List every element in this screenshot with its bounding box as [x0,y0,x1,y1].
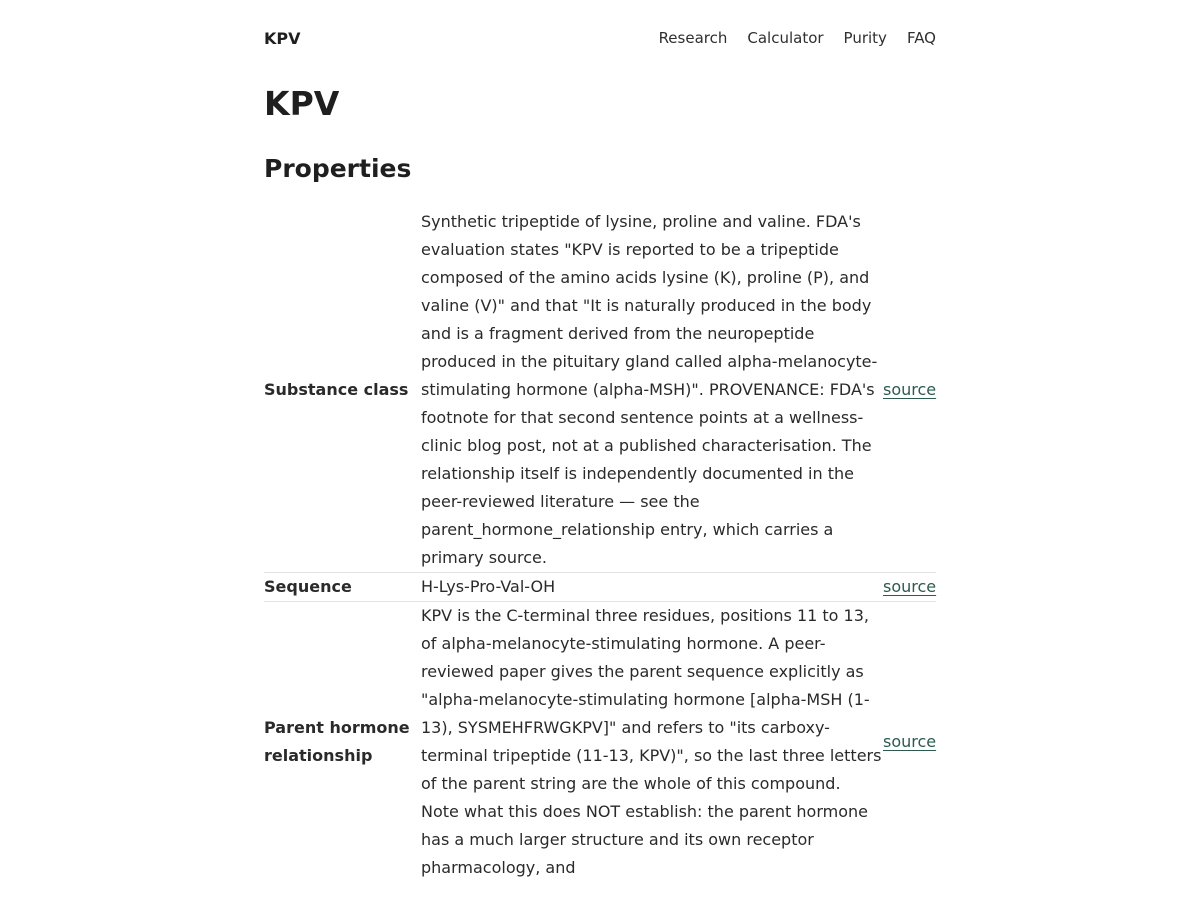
source-cell [883,602,936,883]
page-container [264,0,936,882]
nav-link-calculator[interactable]: Calculator [747,29,824,47]
property-row-parent-hormone-relationship [264,602,936,883]
page-title: KPV [264,84,340,123]
nav-link-faq[interactable]: FAQ [906,29,936,47]
brand-link[interactable]: KPV [264,28,301,48]
source-link[interactable]: source [883,732,937,751]
property-value: Synthetic tripeptide of lysine, proline and valine. FDA's evaluation states "KPV is reported to be a tripeptide composed of the amino acids lysine (K), proline (P), and valine (V)" and that "It is naturally produced in the body and is a fragment derived from the neuropeptide produced in the pituitary gland called alpha-melanocyte-stimulating hormone (alpha-MSH)". PROVENANCE: FDA's footnote for that second sentence points at a wellness-clinic blog post, not at a published characterisation. The relationship itself is independently documented in the peer-reviewed literature — see the parent_hormone_relationship entry, which carries a primary source. [421,212,878,567]
nav-link-research[interactable]: Research [658,29,728,47]
top-navigation [264,0,936,76]
source-cell [883,208,936,573]
source-cell [883,573,936,602]
property-value: H-Lys-Pro-Val-OH [421,577,556,596]
nav-links [659,29,936,47]
property-row-substance-class [264,208,936,573]
property-label: Sequence [264,577,352,596]
source-link[interactable]: source [883,577,937,596]
property-label: Parent hormone relationship [264,718,410,765]
property-row-sequence [264,573,936,602]
source-link[interactable]: source [883,380,937,399]
section-title-properties: Properties [264,154,412,183]
nav-link-purity[interactable]: Purity [843,29,887,47]
property-label: Substance class [264,380,409,399]
property-value: KPV is the C-terminal three residues, positions 11 to 13, of alpha-melanocyte-stimulating hormone. A peer-reviewed paper gives the parent sequence explicitly as "alpha-melanocyte-stimulating hormone [alpha-MSH (1-13), SYSMEHFRWGKPV]" and refers to "its carboxy-terminal tripeptide (11-13, KPV)", so the last three letters of the parent string are the whole of this compound. Note what this does NOT establish: the parent hormone has a much larger structure and its own receptor pharmacology, and [421,606,882,877]
properties-table [264,208,936,882]
